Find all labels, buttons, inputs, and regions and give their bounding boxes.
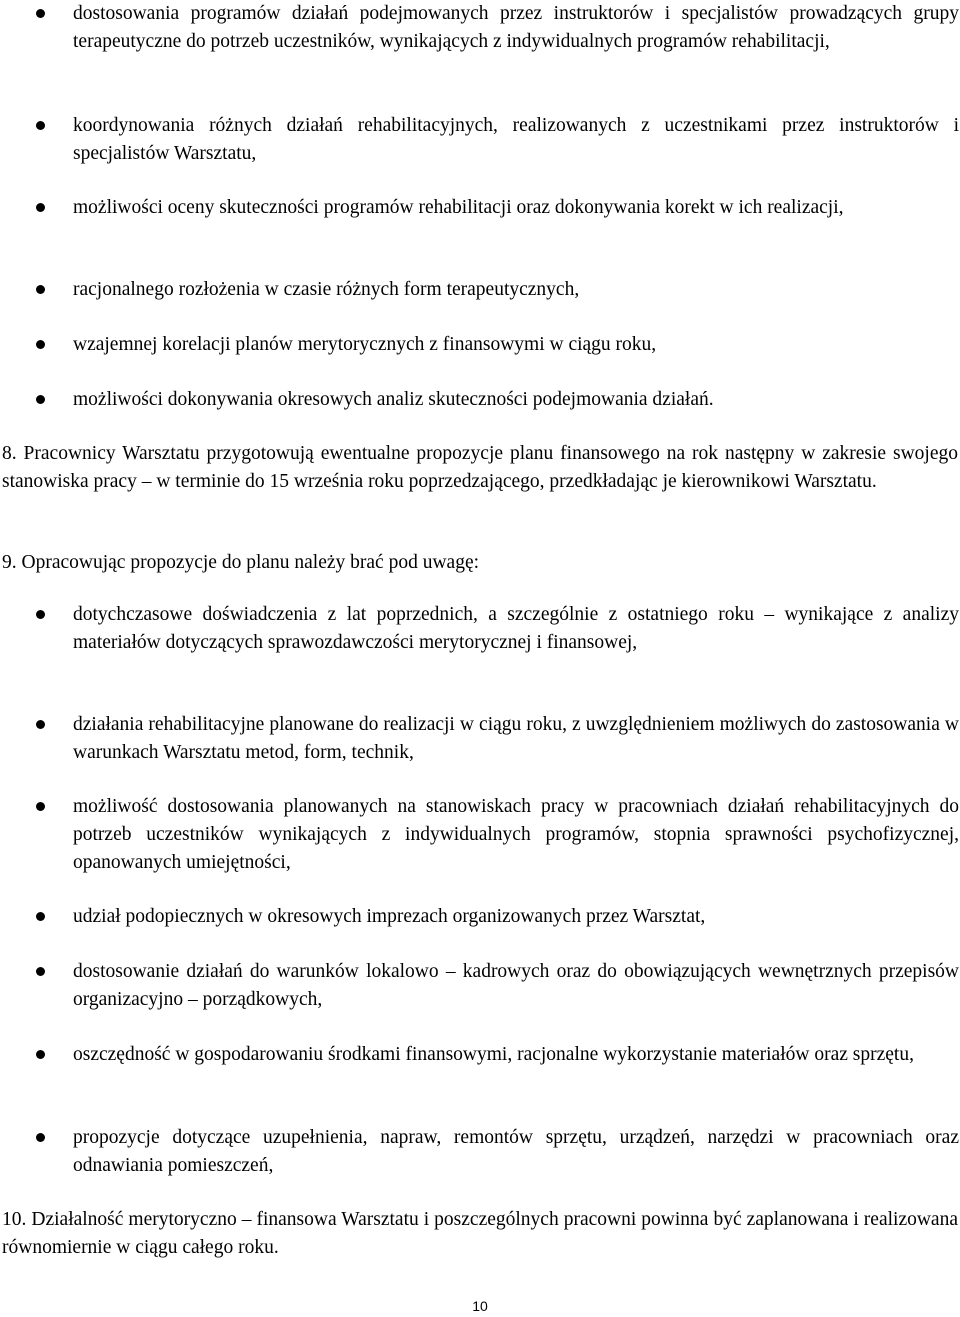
list-item-text: koordynowania różnych działań rehabilitacyjnych, realizowanych z uczestnikami przez instruktorów i specjalistów Warsztatu, [73,115,959,164]
bullet-icon [36,121,45,130]
bullet-icon [36,285,45,294]
list-item [0,711,960,767]
list-item [0,601,960,657]
bullet-icon [36,9,45,18]
list-item-text: możliwości dokonywania okresowych analiz skuteczności podejmowania działań. [73,389,714,410]
bullet-icon [36,912,45,921]
list-item [0,331,960,359]
bullet-icon [36,720,45,729]
paragraph-9: 9. Opracowując propozycje do planu należy brać pod uwagę: [2,552,480,573]
bullet-icon [36,802,45,811]
list-item-text: udział podopiecznych w okresowych imprezach organizowanych przez Warsztat, [73,906,706,927]
list-item [0,958,960,1014]
list-item [0,793,960,877]
bullet-icon [36,1133,45,1142]
list-item [0,1124,960,1180]
list-item [0,194,960,222]
page-number: 10 [472,1298,488,1314]
list-item-text: propozycje dotyczące uzupełnienia, napraw, remontów sprzętu, urządzeń, narzędzi w pracowniach oraz odnawiania pomieszczeń, [73,1127,959,1176]
list-item-text: możliwość dostosowania planowanych na stanowiskach pracy w pracowniach działań rehabilitacyjnych do potrzeb uczestników wynikających z indywidualnych programów, stopnia sprawności psychofizycznej, opanowanych umiejętności, [73,796,959,873]
bullet-icon [36,610,45,619]
list-item [0,903,960,931]
list-item [0,386,960,414]
list-item [0,276,960,304]
list-item-text: dotychczasowe doświadczenia z lat poprzednich, a szczególnie z ostatniego roku – wynikające z analizy materiałów dotyczących sprawozdawczości merytorycznej i finansowej, [73,604,959,653]
list-item-text: działania rehabilitacyjne planowane do realizacji w ciągu roku, z uwzględnieniem możliwych do zastosowania w warunkach Warsztatu metod, form, technik, [73,714,959,763]
bullet-icon [36,340,45,349]
list-item-text: racjonalnego rozłożenia w czasie różnych form terapeutycznych, [73,279,580,300]
list-item-text: dostosowania programów działań podejmowanych przez instruktorów i specjalistów prowadzących grupy terapeutyczne do potrzeb uczestników, wynikających z indywidualnych programów rehabilitacji, [73,3,959,52]
bullet-icon [36,395,45,404]
bullet-icon [36,203,45,212]
bullet-icon [36,1050,45,1059]
list-item-text: oszczędność w gospodarowaniu środkami finansowymi, racjonalne wykorzystanie materiałów oraz sprzętu, [73,1044,914,1065]
list-item [0,112,960,168]
list-item [0,0,960,56]
paragraph-8: 8. Pracownicy Warsztatu przygotowują ewentualne propozycje planu finansowego na rok następny w zakresie swojego stanowiska pracy – w terminie do 15 września roku poprzedzającego, przedkładając je kierownikowi Warsztatu. [2,443,958,492]
list-item-text: wzajemnej korelacji planów merytorycznych z finansowymi w ciągu roku, [73,334,657,355]
list-item-text: możliwości oceny skuteczności programów rehabilitacji oraz dokonywania korekt w ich realizacji, [73,197,844,218]
list-item [0,1041,960,1069]
paragraph-10: 10. Działalność merytoryczno – finansowa Warsztatu i poszczególnych pracowni powinna być zaplanowana i realizowana równomiernie w ciągu całego roku. [2,1209,958,1258]
list-item-text: dostosowanie działań do warunków lokalowo – kadrowych oraz do obowiązujących wewnętrznych przepisów organizacyjno – porządkowych, [73,961,959,1010]
bullet-icon [36,967,45,976]
